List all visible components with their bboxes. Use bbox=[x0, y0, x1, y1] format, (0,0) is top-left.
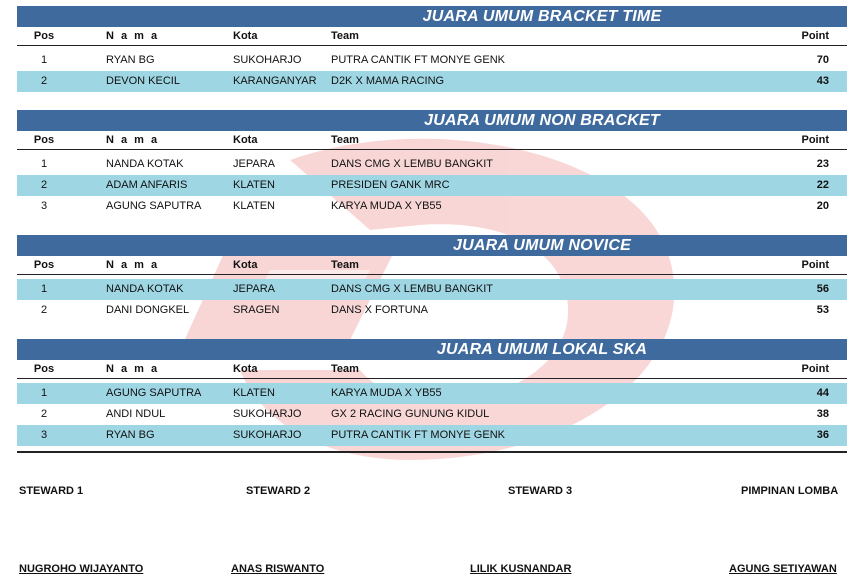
pos: 1 bbox=[40, 283, 48, 295]
nama: ADAM ANFARIS bbox=[106, 179, 188, 191]
point: 23 bbox=[816, 158, 829, 170]
table-header bbox=[17, 360, 847, 379]
nama: NANDA KOTAK bbox=[106, 158, 184, 170]
col-nama: N a m a bbox=[106, 259, 160, 271]
table-row bbox=[17, 175, 847, 196]
col-team: Team bbox=[331, 30, 359, 42]
table-header bbox=[17, 131, 847, 150]
team: D2K X MAMA RACING bbox=[331, 75, 445, 87]
team: KARYA MUDA X YB55 bbox=[331, 387, 442, 399]
col-kota: Kota bbox=[233, 30, 258, 42]
team: GX 2 RACING GUNUNG KIDUL bbox=[331, 408, 490, 420]
kota: SUKOHARJO bbox=[233, 54, 302, 66]
nama: RYAN BG bbox=[106, 54, 155, 66]
section-title: JUARA UMUM NON BRACKET bbox=[17, 110, 847, 131]
col-nama: N a m a bbox=[106, 30, 160, 42]
signature-name: NUGROHO WIJAYANTO bbox=[19, 563, 144, 575]
table-header bbox=[17, 27, 847, 46]
table-row bbox=[17, 300, 847, 321]
section-bracket-time bbox=[17, 6, 847, 92]
col-pos: Pos bbox=[33, 363, 55, 375]
divider bbox=[17, 451, 847, 453]
col-pos: Pos bbox=[33, 30, 55, 42]
signature-role: PIMPINAN LOMBA bbox=[741, 485, 839, 497]
nama: DANI DONGKEL bbox=[106, 304, 190, 316]
nama: AGUNG SAPUTRA bbox=[106, 387, 202, 399]
col-point: Point bbox=[801, 363, 829, 375]
signature-role: STEWARD 3 bbox=[508, 485, 573, 497]
team: PUTRA CANTIK FT MONYE GENK bbox=[331, 54, 505, 66]
nama: RYAN BG bbox=[106, 429, 155, 441]
section-lokal-ska bbox=[17, 339, 847, 446]
col-kota: Kota bbox=[233, 363, 258, 375]
point: 38 bbox=[816, 408, 829, 420]
pos: 1 bbox=[40, 158, 48, 170]
table-row bbox=[17, 154, 847, 175]
kota: JEPARA bbox=[233, 283, 275, 295]
nama: DEVON KECIL bbox=[106, 75, 180, 87]
section-title: JUARA UMUM LOKAL SKA bbox=[17, 339, 847, 360]
signature-role: STEWARD 1 bbox=[19, 485, 84, 497]
nama: NANDA KOTAK bbox=[106, 283, 184, 295]
col-point: Point bbox=[801, 259, 829, 271]
col-nama: N a m a bbox=[106, 134, 160, 146]
pos: 1 bbox=[40, 54, 48, 66]
team: PRESIDEN GANK MRC bbox=[331, 179, 450, 191]
kota: JEPARA bbox=[233, 158, 275, 170]
section-non-bracket bbox=[17, 110, 847, 217]
col-team: Team bbox=[331, 134, 359, 146]
pos: 1 bbox=[40, 387, 48, 399]
col-kota: Kota bbox=[233, 259, 258, 271]
point: 43 bbox=[816, 75, 829, 87]
section-novice bbox=[17, 235, 847, 321]
team: DANS X FORTUNA bbox=[331, 304, 428, 316]
pos: 2 bbox=[40, 408, 48, 420]
point: 70 bbox=[816, 54, 829, 66]
kota: KLATEN bbox=[233, 387, 275, 399]
kota: KARANGANYAR bbox=[233, 75, 317, 87]
table-header bbox=[17, 256, 847, 275]
col-pos: Pos bbox=[33, 259, 55, 271]
table-row bbox=[17, 71, 847, 92]
point: 36 bbox=[816, 429, 829, 441]
table-row bbox=[17, 383, 847, 404]
table-row bbox=[17, 196, 847, 217]
col-team: Team bbox=[331, 363, 359, 375]
point: 56 bbox=[816, 283, 829, 295]
point: 44 bbox=[816, 387, 829, 399]
col-pos: Pos bbox=[33, 134, 55, 146]
point: 22 bbox=[816, 179, 829, 191]
team: DANS CMG X LEMBU BANGKIT bbox=[331, 283, 493, 295]
col-team: Team bbox=[331, 259, 359, 271]
col-point: Point bbox=[801, 30, 829, 42]
kota: KLATEN bbox=[233, 179, 275, 191]
col-kota: Kota bbox=[233, 134, 258, 146]
table-row bbox=[17, 50, 847, 71]
team: KARYA MUDA X YB55 bbox=[331, 200, 442, 212]
team: PUTRA CANTIK FT MONYE GENK bbox=[331, 429, 505, 441]
nama: ANDI NDUL bbox=[106, 408, 166, 420]
signature-role: STEWARD 2 bbox=[246, 485, 311, 497]
section-title: JUARA UMUM BRACKET TIME bbox=[17, 6, 847, 27]
pos: 2 bbox=[40, 75, 48, 87]
kota: SRAGEN bbox=[233, 304, 280, 316]
pos: 3 bbox=[40, 200, 48, 212]
pos: 3 bbox=[40, 429, 48, 441]
kota: SUKOHARJO bbox=[233, 408, 302, 420]
nama: AGUNG SAPUTRA bbox=[106, 200, 202, 212]
col-point: Point bbox=[801, 134, 829, 146]
signature-name: AGUNG SETIYAWAN bbox=[729, 563, 837, 575]
team: DANS CMG X LEMBU BANGKIT bbox=[331, 158, 493, 170]
table-row bbox=[17, 404, 847, 425]
pos: 2 bbox=[40, 179, 48, 191]
kota: SUKOHARJO bbox=[233, 429, 302, 441]
col-nama: N a m a bbox=[106, 363, 160, 375]
kota: KLATEN bbox=[233, 200, 275, 212]
pos: 2 bbox=[40, 304, 48, 316]
point: 53 bbox=[816, 304, 829, 316]
table-row bbox=[17, 279, 847, 300]
signature-name: ANAS RISWANTO bbox=[231, 563, 325, 575]
table-row bbox=[17, 425, 847, 446]
signature-name: LILIK KUSNANDAR bbox=[470, 563, 572, 575]
section-title: JUARA UMUM NOVICE bbox=[17, 235, 847, 256]
point: 20 bbox=[816, 200, 829, 212]
